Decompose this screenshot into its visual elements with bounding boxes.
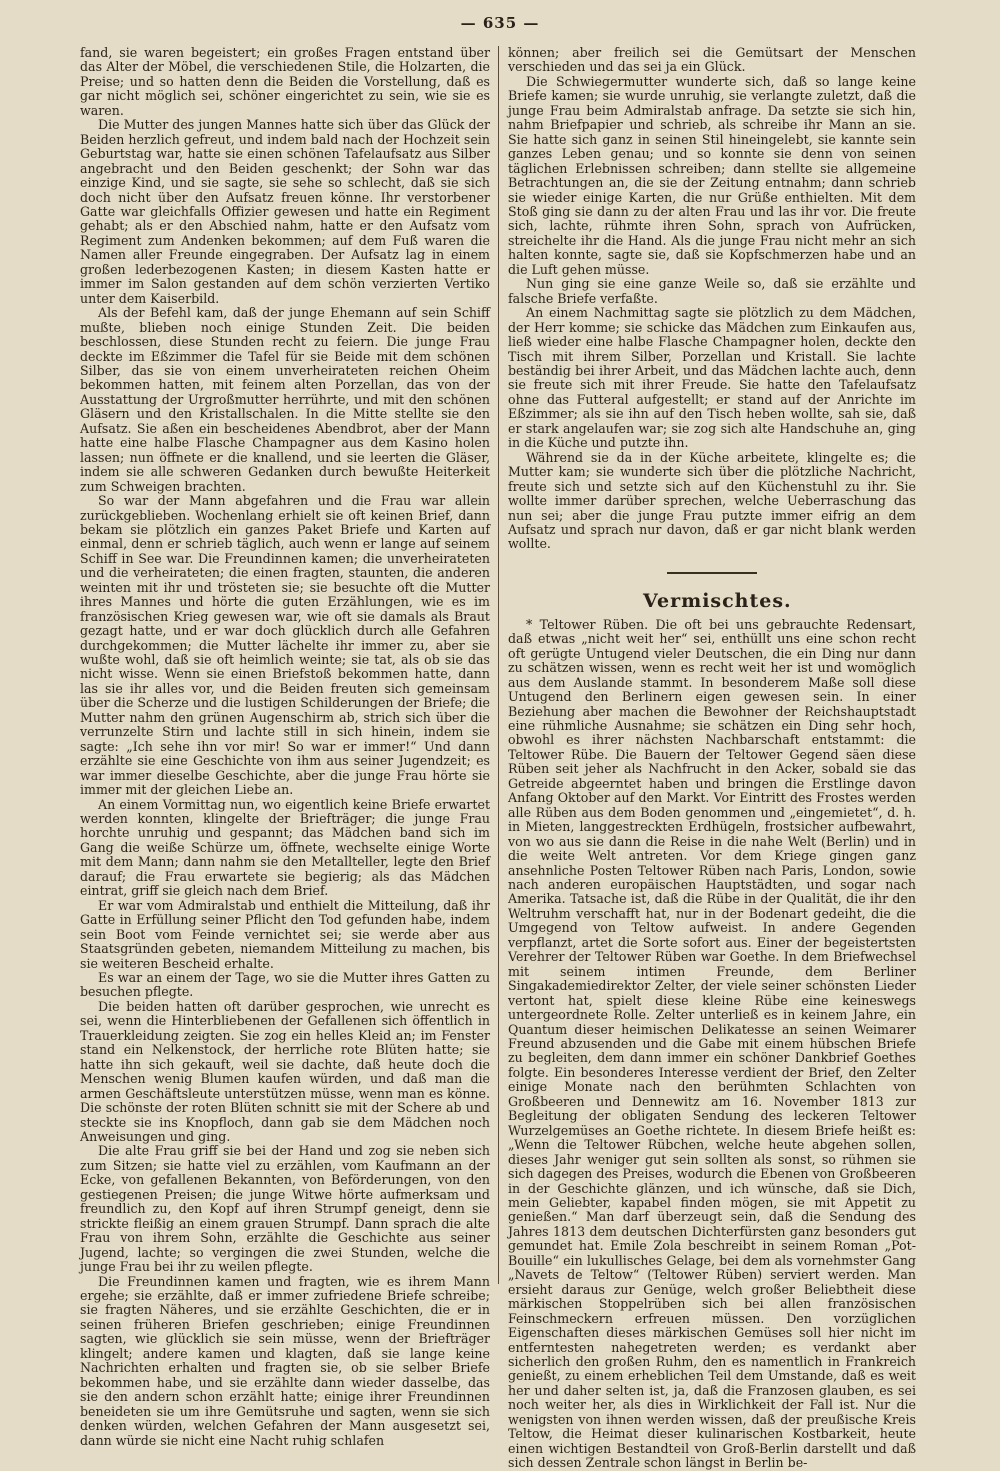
- paragraph: Die alte Frau griff sie bei der Hand und zog sie neben sich zum Sitzen; sie hatte viel zu erzählen, vom Kaufmann an der Ecke, von gefallenen Bekannten, von Beförderungen, von den gestiegenen Preisen; die junge Witwe hörte aufmerksam und freundlich zu, den Kopf auf ihren Strumpf geneigt, denn sie strickte fleißig an einem grauen Strumpf. Dann sprach die alte Frau von ihrem Sohn, erzählte die Geschichte aus seiner Jugend, lachte; so vergingen die zwei Stunden, welche die junge Frau bei ihr zu weilen pflegte.: [80, 1143, 490, 1275]
- page-number: — 635 —: [460, 14, 540, 32]
- paragraph: An einem Vormittag nun, wo eigentlich keine Briefe erwartet werden konnten, klingelte der Briefträger; die junge Frau horchte unruhig und gespannt; das Mädchen band sich im Gang die weiße Schürze um, öffnete, wechselte einige Worte mit dem Mann; dann nahm sie den Metallteller, legte den Brief darauf; die Frau erwartete sie begierig; als das Mädchen eintrat, griff sie gleich nach dem Brief.: [80, 796, 490, 899]
- paragraph: fand, sie waren begeistert; ein großes Fragen entstand über das Alter der Möbel, die verschiedenen Stile, die Holzarten, die Preise; und so hatten denn die Beiden die Vorstellung, daß es gar nicht möglich sei, schöner eingerichtet zu sein, wie sie es waren.: [80, 45, 490, 118]
- paragraph: Die Freundinnen kamen und fragten, wie es ihrem Mann ergehe; sie erzählte, daß er immer zufriedene Briefe schreibe; sie fragten Näheres, und sie erzählte Geschichten, die er in seinen früheren Briefen geschrieben; einige Freundinnen sagten, wie glücklich sie sein müsse, wenn der Briefträger klingelt; andere kamen und klagten, daß sie lange keine Nachrichten erhalten und fragten sie, ob sie selber Briefe bekommen habe, und sie erzählte dann wieder dasselbe, das sie den andern schon erzählt hatte; einige ihrer Freundinnen beneideten sie um ihre Gemütsruhe und sagten, wenn sie sich denken würden, welchen Gefahren der Mann ausgesetzt sei, dann würde sie nicht eine Nacht ruhig schlafen: [80, 1273, 490, 1448]
- column-divider: [498, 46, 499, 1284]
- paragraph: Die beiden hatten oft darüber gesprochen, wie unrecht es sei, wenn die Hinterbliebenen der Gefallenen sich öffentlich in Trauerkleidung zeigten. Sie zog ein helles Kleid an; im Fenster stand ein Nelkenstock, der herrliche rote Blüten hatte; sie hatte ihn sich gekauft, weil sie dachte, daß heute doch die Menschen wenig Blumen kaufen würden, und daß man die armen Geschäftsleute unterstützen müsse, wenn man es könne. Die schönste der roten Blüten schnitt sie mit der Schere ab und steckte sie ins Knopfloch, dann gab sie dem Mädchen noch Anweisungen und ging.: [80, 998, 490, 1144]
- paragraph: Die Schwiegermutter wunderte sich, daß so lange keine Briefe kamen; sie wurde unruhig, sie verlangte zuletzt, daß die junge Frau beim Admiralstab anfrage. Da setzte sie sich hin, nahm Briefpapier und schrieb, als schreibe ihr Mann an sie. Sie hatte sich ganz in seinen Stil hineingelebt, sie kannte sein ganzes Leben genau; und so konnte sie denn von seinen täglichen Erlebnissen schreiben; dann stellte sie allgemeine Betrachtungen an, die sie der Zeitung entnahm; dann schrieb sie wieder einige Karten, die nur Grüße enthielten. Mit dem Stoß ging sie dann zu der alten Frau und las ihr vor. Die freute sich, lachte, rühmte ihren Sohn, sprach von Aufrücken, streichelte ihr die Hand. Als die junge Frau nicht mehr an sich halten konnte, sagte sie, daß sie Kopfschmerzen habe und an die Luft gehen müsse.: [508, 73, 916, 277]
- paragraph: können; aber freilich sei die Gemütsart der Menschen verschieden und das sei ja ein Glück.: [508, 45, 916, 75]
- section-heading: Vermischtes.: [643, 589, 792, 612]
- paragraph: Die Mutter des jungen Mannes hatte sich über das Glück der Beiden herzlich gefreut, und indem bald nach der Hochzeit sein Geburtstag war, hatte sie einen schönen Tafelaufsatz aus Silber angebracht und den Beiden geschenkt; der Sohn war das einzige Kind, und sie sagte, sie sehe so schlecht, daß sie sich doch nicht über den Aufsatz freuen könne. Ihr verstorbener Gatte war gleichfalls Offizier gewesen und hatte ein Regiment gehabt; als er den Abschied nahm, hatte er den Aufsatz vom Regiment zum Andenken bekommen; auf dem Fuß waren die Namen aller Freunde eingegraben. Der Aufsatz lag in einem großen lederbezogenen Kasten; in diesem Kasten hatte er immer im Salon gestanden auf dem schön verzierten Vertiko unter dem Kaiserbild.: [80, 117, 490, 306]
- paragraph: Als der Befehl kam, daß der junge Ehemann auf sein Schiff mußte, blieben noch einige Stunden Zeit. Die beiden beschlossen, diese Stunden recht zu feiern. Die junge Frau deckte im Eßzimmer die Tafel für sie Beide mit dem schönen Silber, das sie von einem unverheirateten reichen Oheim bekommen hatten, mit feinem alten Porzellan, das von der Ausstattung der Urgroßmutter herrührte, und mit den schönen Gläsern und den Kristallschalen. In die Mitte stellte sie den Aufsatz. Sie aßen ein bescheidenes Abendbrot, aber der Mann hatte eine halbe Flasche Champagner aus dem Kasino holen lassen; nun öffnete er die knallend, und sie leerten die Gläser, indem sie alle schweren Gedanken durch bewußte Heiterkeit zum Schweigen brachten.: [80, 305, 490, 494]
- paragraph: * Teltower Rüben. Die oft bei uns gebrauchte Redensart, daß etwas „nicht weit her“ sei, enthüllt uns eine schon recht oft gerügte Untugend vieler Deutschen, die ein Ding nur dann zu schätzen wissen, wenn es recht weit her ist und womöglich aus dem Auslande stammt. In besonderem Maße soll diese Untugend den Berlinern eigen gewesen sein. In einer Beziehung aber machen die Bewohner der Reichshauptstadt eine rühmliche Ausnahme; sie schätzen ein Ding sehr hoch, obwohl es ihrer nächsten Nachbarschaft entstammt: die Teltower Rübe. Die Bauern der Teltower Gegend säen diese Rüben seit jeher als Nachfrucht in den Acker, sobald sie das Getreide abgeerntet haben und bringen die Erstlinge davon Anfang Oktober auf den Markt. Vor Eintritt des Frostes werden alle Rüben aus dem Boden genommen und „eingemietet“, d. h. in Mieten, langgestreckten Erdhügeln, frostsicher aufbewahrt, von wo aus sie dann die Reise in die nahe Welt (Berlin) und in die weite Welt antreten. Vor dem Kriege gingen ganz ansehnliche Posten Teltower Rüben nach Paris, London, sowie nach anderen europäischen Hauptstädten, und sogar nach Amerika. Tatsache ist, daß die Rübe in der Qualität, die ihr den Weltruhm verschafft hat, nur in der Bodenart gedeiht, die die Umgegend von Teltow aufweist. In andere Gegenden verpflanzt, artet die Sorte sofort aus. Einer der begeistertsten Verehrer der Teltower Rüben war Goethe. In dem Briefwechsel mit seinem intimen Freunde, dem Berliner Singakademiedirektor Zelter, der viele seiner schönsten Lieder vertont hat, spielt diese kleine Rübe eine keineswegs untergeordnete Rolle. Zelter unterließ es in keinem Jahre, ein Quantum dieser heimischen Delikatesse an seinen Weimarer Freund abzusenden und die Gabe mit einem hübschen Briefe zu begleiten, dem dann immer ein schöner Dankbrief Goethes folgte. Ein besonderes Interesse verdient der Brief, den Zelter einige Monate nach den berühmten Schlachten von Großbeeren und Dennewitz am 16. November 1813 zur Begleitung der obligaten Sendung des leckeren Teltower Wurzelgemüses an Goethe richtete. In diesem Briefe heißt es: „Wenn die Teltower Rübchen, welche heute abgehen sollen, dieses Jahr weniger gut sein sollten als sonst, so rühmen sie sich dagegen des Preises, wodurch die Ebenen von Großbeeren in der Geschichte glänzen, und ich wünsche, daß sie Dich, mein Geliebter, kapabel finden mögen, sie mit Appetit zu genießen.“ Man darf überzeugt sein, daß die Sendung des Jahres 1813 dem deutschen Dichterfürsten ganz besonders gut gemundet hat. Emile Zola beschreibt in seinem Roman „Pot-Bouille“ ein lukullisches Gelage, bei dem als vornehmster Gang „Navets de Teltow“ (Teltower Rüben) serviert werden. Man ersieht daraus zur Genüge, welch großer Beliebtheit diese märkischen Stoppelrüben sich bei allen französischen Feinschmeckern erfreuen müssen. Den vorzüglichen Eigenschaften dieses märkischen Gemüses soll hier nicht im entferntesten nahegetreten werden; es verdankt aber sicherlich den großen Ruhm, den es namentlich in Frankreich genießt, zu einem erheblichen Teil dem Umstande, daß es weit her und daher selten ist, ja, daß die Franzosen glauben, es sei noch weiter her, als dies in Wirklichkeit der Fall ist. Nur die wenigsten von ihnen werden wissen, daß der preußische Kreis Teltow, die Heimat dieser kulinarischen Kostbarkeit, heute einen wichtigen Bestandteil von Groß-Berlin darstellt und daß sich dessen Zentrale schon längst in Berlin be-: [508, 616, 916, 1471]
- paragraph: Es war an einem der Tage, wo sie die Mutter ihres Gatten zu besuchen pflegte.: [80, 970, 490, 1000]
- paragraph: Er war vom Admiralstab und enthielt die Mitteilung, daß ihr Gatte in Erfüllung seiner Pflicht den Tod gefunden habe, indem sein Boot vom Feinde vernichtet sei; sie werde aber aus Staatsgründen gebeten, niemandem Mitteilung zu machen, bis sie weiteren Bescheid erhalte.: [80, 897, 490, 971]
- paragraph: So war der Mann abgefahren und die Frau war allein zurückgeblieben. Wochenlang erhielt sie oft keinen Brief, dann bekam sie plötzlich ein ganzes Paket Briefe und Karten auf einmal, denn er schrieb täglich, auch wenn er lange auf seinem Schiff in See war. Die Freundinnen kamen; die unverheirateten und die verheirateten; die einen fragten, staunten, die anderen weinten mit ihr und trösteten sie; sie besuchte oft die Mutter ihres Mannes und hörte die guten Erzählungen, wie es im französischen Krieg gewesen war, wie oft sie damals als Braut gezagt hatte, und er war doch glücklich durch alle Gefahren durchgekommen; die Mutter lächelte ihr immer zu, aber sie wußte wohl, daß sie oft heimlich weinte; sie tat, als ob sie das nicht wisse. Wenn sie einen Briefstoß bekommen hatte, dann las sie ihr alles vor, und die Beiden freuten sich gemeinsam über die Scherze und die lustigen Schilderungen der Briefe; die Mutter nahm den grünen Augenschirm ab, strich sich über die verrunzelte Stirn und lachte still in sich hinein, indem sie sagte: „Ich sehe ihn vor mir! So war er immer!“ Und dann erzählte sie eine Geschichte von ihm aus seiner Jugendzeit; es war immer dieselbe Geschichte, aber die junge Frau hörte sie immer mit der gleichen Liebe an.: [80, 493, 490, 798]
- section-rule: [667, 572, 757, 574]
- paragraph: Während sie da in der Küche arbeitete, klingelte es; die Mutter kam; sie wunderte sich über die plötzliche Nachricht, freute sich und setzte sich auf den Küchenstuhl zu ihr. Sie wollte immer darüber sprechen, welche Ueberraschung das nun sei; aber die junge Frau putzte immer eifrig an dem Aufsatz und sprach nur davon, daß er gar nicht blank werden wollte.: [508, 449, 916, 552]
- paragraph: An einem Nachmittag sagte sie plötzlich zu dem Mädchen, der Herr komme; sie schicke das Mädchen zum Einkaufen aus, ließ wieder eine halbe Flasche Champagner holen, deckte den Tisch mit ihrem Silber, Porzellan und Kristall. Sie lachte beständig bei ihrer Arbeit, und das Mädchen lachte auch, denn sie freute sich mit ihrer Freude. Sie hatte den Tafelaufsatz ohne das Futteral aufgestellt; er stand auf der Anrichte im Eßzimmer; als sie ihn auf den Tisch heben wollte, sah sie, daß er stark angelaufen war; sie zog sich alte Handschuhe an, ging in die Küche und putzte ihn.: [508, 305, 916, 451]
- paragraph: Nun ging sie eine ganze Weile so, daß sie erzählte und falsche Briefe verfaßte.: [508, 276, 916, 306]
- right-column: [508, 45, 916, 1471]
- left-column: [80, 45, 490, 1448]
